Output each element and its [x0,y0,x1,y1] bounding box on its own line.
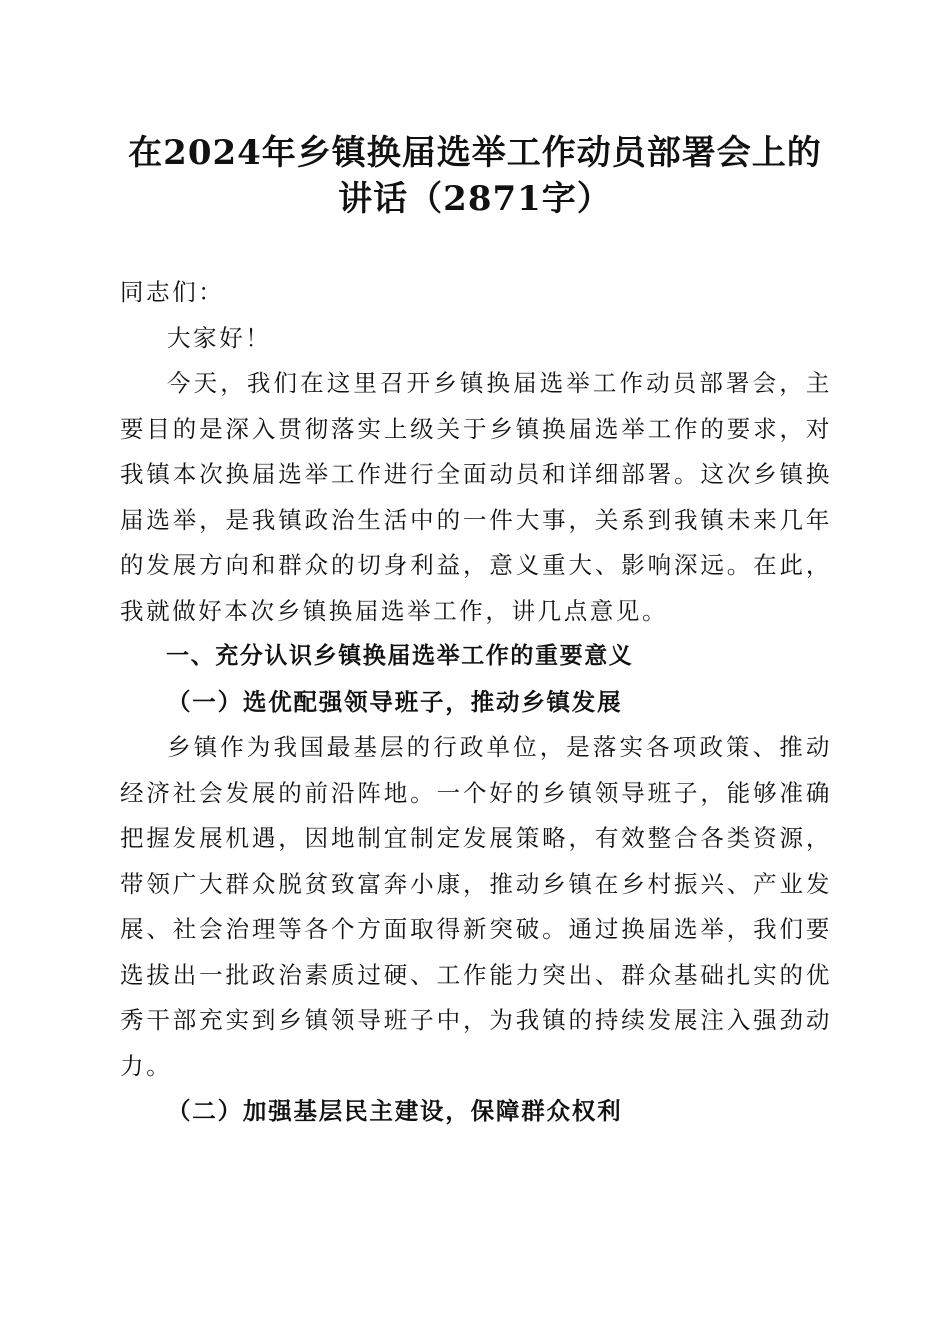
title-line-1: 在2024年乡镇换届选举工作动员部署会上的 [128,133,822,173]
subsection-heading-2: （二）加强基层民主建设，保障群众权利 [167,1097,623,1125]
intro-paragraph: 今天，我们在这里召开乡镇换届选举工作动员部署会，主要目的是深入贯彻落实上级关于乡镇换届选举工作的要求，对我镇本次换届选举工作进行全面动员和详细部署。这次乡镇换届选举，是我镇政治生活中的一件大事，关系到我镇未来几年的发展方向和群众的切身利益，意义重大、影响深远。在此，我就做好本次乡镇换届选举工作，讲几点意见。 [120,369,832,625]
title-line-2: 讲话（2871字） [338,179,612,219]
document-title [110,130,840,222]
section-heading-1: 一、充分认识乡镇换届选举工作的重要意义 [166,643,634,669]
subsection-paragraph-1: 乡镇作为我国最基层的行政单位，是落实各项政策、推动经济社会发展的前沿阵地。一个好的乡镇领导班子，能够准确把握发展机遇，因地制宜制定发展策略，有效整合各类资源，带领广大群众脱贫致富奔小康，推动乡镇在乡村振兴、产业发展、社会治理等各个方面取得新突破。通过换届选举，我们要选拔出一批政治素质过硬、工作能力突出、群众基础扎实的优秀干部充实到乡镇领导班子中，为我镇的持续发展注入强劲动力。 [120,733,832,1080]
greeting: 大家好！ [167,323,272,352]
subsection-heading-1: （一）选优配强领导班子，推动乡镇发展 [167,687,623,716]
document-body [120,270,832,1135]
salutation: 同志们： [120,278,225,306]
